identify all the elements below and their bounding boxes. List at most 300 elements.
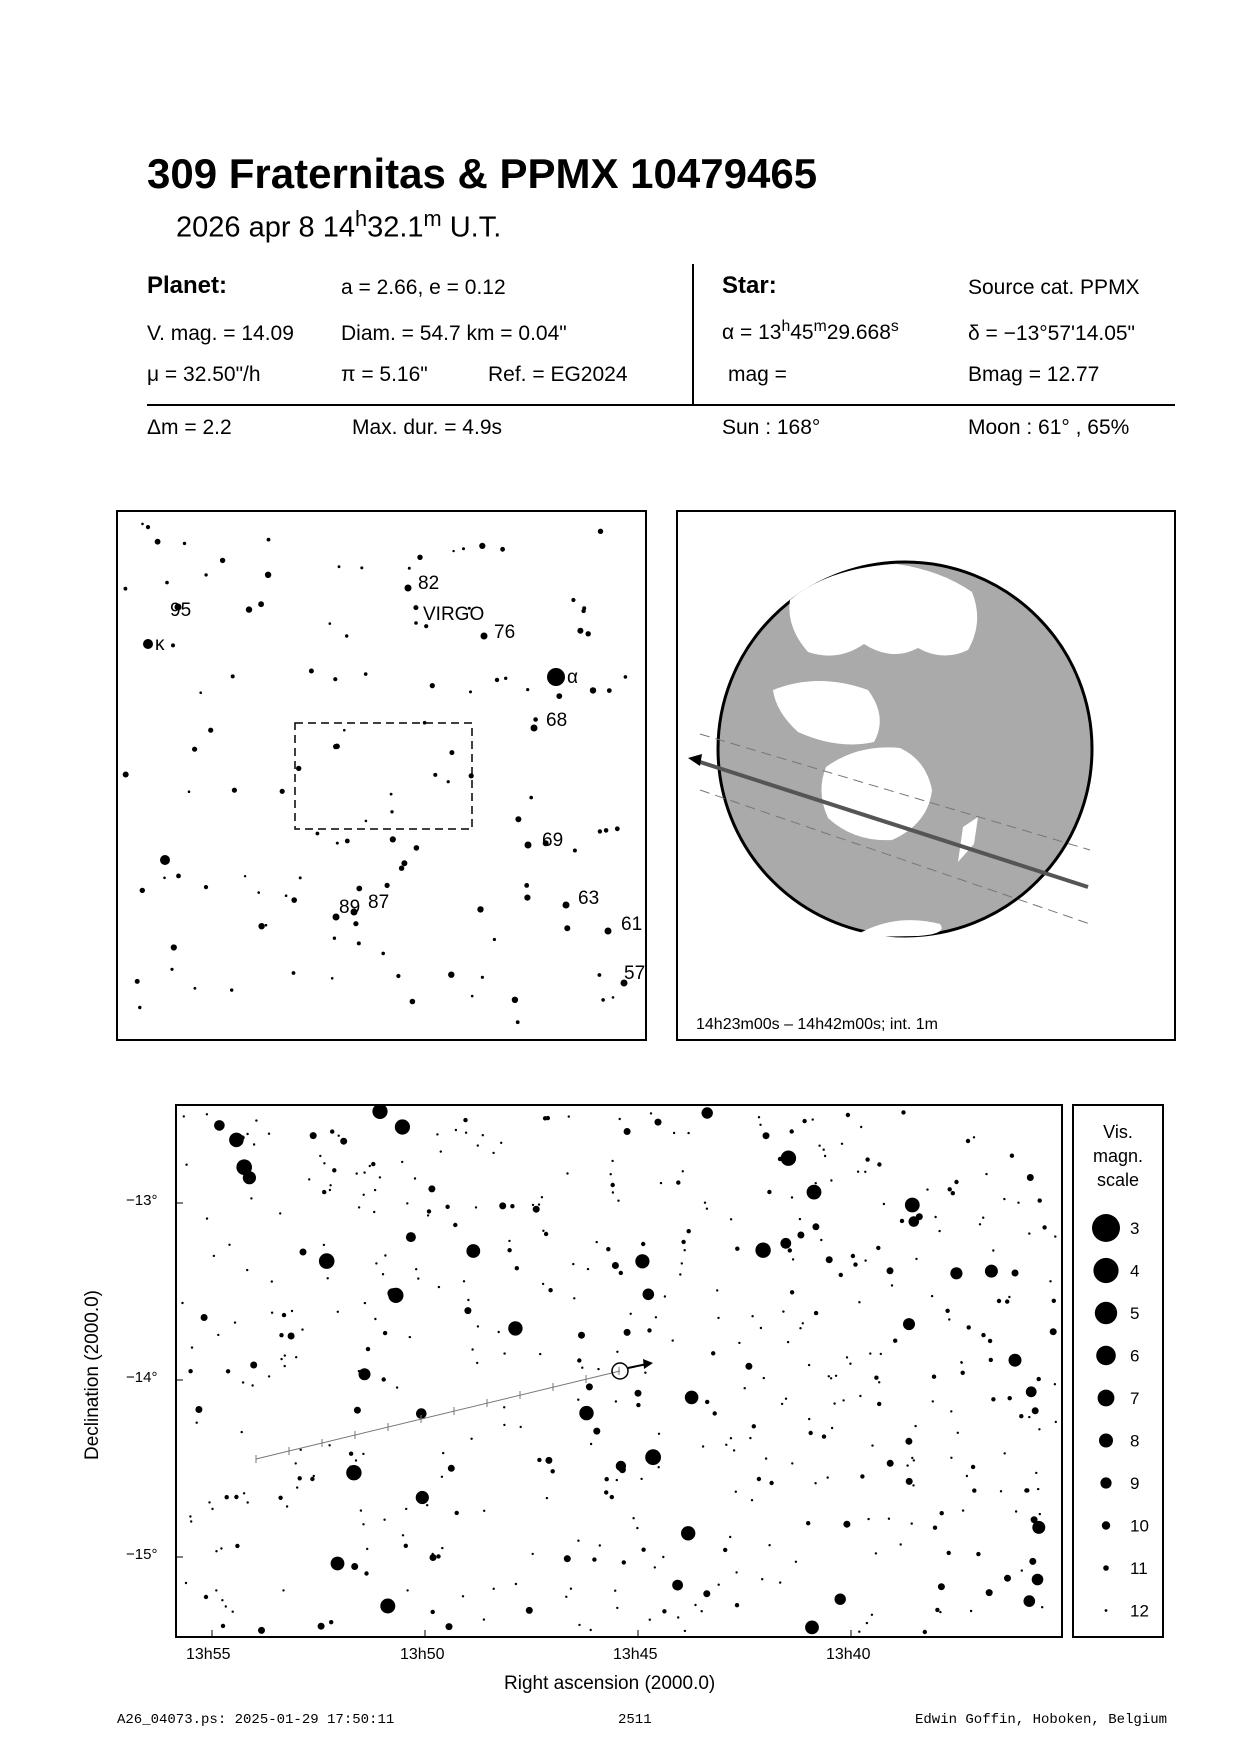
finder-star [605, 928, 612, 935]
scale-canvas [1074, 1106, 1162, 1636]
chart-star [931, 1295, 933, 1297]
finder-star [408, 567, 411, 570]
max-duration: Max. dur. = 4.9s [352, 416, 502, 439]
chart-star [455, 1511, 459, 1515]
sun-elongation: Sun : 168° [722, 416, 821, 439]
chart-star [1015, 1510, 1017, 1512]
chart-star [871, 1614, 873, 1616]
chart-star [544, 1232, 548, 1236]
finder-star [385, 883, 390, 888]
chart-star [778, 1157, 782, 1161]
scale-dot-7 [1098, 1390, 1115, 1407]
finder-star [333, 937, 336, 940]
chart-star [388, 1288, 403, 1303]
chart-star [346, 1465, 361, 1480]
chart-star [909, 1216, 920, 1227]
chart-star [310, 1132, 317, 1139]
chart-star [221, 1599, 223, 1601]
chart-star [366, 1347, 370, 1351]
chart-star [735, 1247, 739, 1251]
scale-label-8: 8 [1130, 1431, 1140, 1451]
finder-star [449, 750, 454, 755]
chart-star [839, 1273, 843, 1277]
finder-star [469, 773, 474, 778]
finder-star [331, 977, 334, 980]
chart-star [752, 1424, 756, 1428]
chart-star [215, 1550, 217, 1552]
chart-star [945, 1309, 949, 1313]
finder-star [586, 631, 591, 636]
chart-star [966, 1139, 970, 1143]
chart-star [428, 1185, 435, 1192]
chart-star [635, 1254, 649, 1268]
chart-star [888, 1518, 890, 1520]
chart-star [791, 1196, 793, 1198]
chart-star [973, 1136, 975, 1138]
finder-star [624, 675, 628, 679]
chart-star [465, 1132, 467, 1134]
finder-star [338, 565, 341, 568]
chart-star [296, 1486, 298, 1488]
chart-star [780, 1238, 791, 1249]
label-61: 61 [621, 914, 643, 935]
chart-star [759, 1124, 761, 1126]
finder-star [529, 796, 533, 800]
chart-star [713, 1411, 717, 1415]
chart-star [718, 1584, 720, 1586]
chart-star [225, 1495, 229, 1499]
chart-star [645, 1449, 661, 1465]
finder-star [333, 677, 337, 681]
chart-star [565, 1596, 567, 1598]
chart-star [1004, 1575, 1011, 1582]
chart-star [228, 1244, 230, 1246]
chart-star [492, 1152, 494, 1154]
chart-star [673, 1132, 675, 1134]
chart-star [915, 1258, 917, 1260]
chart-star [681, 1240, 685, 1244]
chart-star [431, 1610, 435, 1614]
finder-star [469, 690, 472, 693]
chart-star [781, 1403, 783, 1405]
chart-star [526, 1607, 533, 1614]
finder-star [525, 842, 532, 849]
chart-star [577, 1540, 579, 1542]
chart-star [181, 1302, 183, 1304]
finder-star [360, 566, 363, 569]
chart-star [455, 1129, 457, 1131]
chart-star [765, 1457, 767, 1459]
chart-star [1042, 1225, 1046, 1229]
chart-star [831, 1427, 833, 1429]
y-tick-label-14: −14° [126, 1369, 158, 1386]
chart-star [1012, 1270, 1019, 1277]
chart-star [616, 1351, 618, 1353]
chart-star [858, 1631, 860, 1633]
finder-star [257, 891, 260, 894]
chart-star [906, 1464, 908, 1466]
finder-star [612, 996, 615, 999]
chart-star [960, 1361, 962, 1363]
label-68: 68 [546, 710, 568, 731]
chart-star [992, 1249, 994, 1251]
moon-info: Moon : 61° , 65% [968, 416, 1130, 439]
chart-star [624, 1329, 631, 1336]
finder-chart [116, 510, 647, 1041]
chart-star [355, 1459, 357, 1461]
chart-star [372, 1106, 387, 1119]
chart-star [887, 1267, 894, 1274]
chart-star [807, 1185, 822, 1200]
chart-star [967, 1325, 971, 1329]
finder-star [334, 744, 340, 750]
finder-star [531, 725, 538, 732]
finder-star [299, 876, 302, 879]
finder-star [265, 924, 268, 927]
chart-star [616, 1607, 618, 1609]
chart-star [716, 1289, 718, 1291]
label-95: 95 [170, 600, 192, 621]
chart-star [382, 1377, 386, 1381]
chart-star [761, 1578, 763, 1580]
chart-star [331, 1557, 345, 1571]
chart-star [477, 1325, 479, 1327]
finder-star [601, 998, 605, 1002]
finder-star [598, 529, 603, 534]
finder-star [316, 832, 320, 836]
chart-star [878, 1381, 880, 1383]
chart-star [901, 1110, 905, 1114]
chart-star [833, 1402, 835, 1404]
finder-star [571, 598, 575, 602]
chart-star [313, 1475, 315, 1477]
chart-star [475, 1206, 477, 1208]
footer-file: A26_04073.ps: 2025-01-29 17:50:11 [117, 1712, 395, 1728]
finder-star [430, 683, 435, 688]
chart-star [520, 1426, 522, 1428]
chart-star [939, 1611, 941, 1613]
label-87: 87 [368, 892, 390, 913]
chart-star [635, 1390, 642, 1397]
chart-star [405, 1508, 407, 1510]
chart-star [427, 1209, 431, 1213]
chart-star [366, 1548, 368, 1550]
chart-star [859, 1395, 861, 1397]
scale-dot-10 [1102, 1521, 1110, 1529]
chart-star [887, 1460, 894, 1467]
chart-star [875, 1552, 877, 1554]
chart-star [619, 1118, 621, 1120]
chart-star [402, 1534, 404, 1536]
detail-chart [175, 1104, 1063, 1638]
finder-star [204, 885, 208, 889]
chart-star [988, 1339, 992, 1343]
chart-star [362, 1453, 364, 1455]
finder-star [433, 773, 437, 777]
chart-star [211, 1508, 213, 1510]
chart-star [508, 1240, 510, 1242]
chart-star [329, 1189, 331, 1191]
chart-star [640, 1478, 642, 1480]
chart-star [934, 1216, 936, 1218]
chart-star [300, 1449, 302, 1451]
chart-star [374, 1189, 376, 1191]
finder-star [146, 525, 150, 529]
chart-star [247, 1501, 249, 1503]
finder-star [504, 677, 507, 680]
y-axis-label: Declination (2000.0) [82, 1289, 103, 1461]
chart-star [1029, 1558, 1036, 1565]
chart-star [498, 1331, 500, 1333]
chart-star [805, 1621, 819, 1635]
chart-star [616, 1479, 618, 1481]
chart-star [1039, 1513, 1041, 1515]
chart-star [358, 1206, 360, 1208]
chart-star [241, 1431, 243, 1433]
zoom-box [295, 723, 472, 829]
chart-star [1032, 1407, 1039, 1414]
chart-star [338, 1135, 340, 1137]
motion-arrowhead [643, 1359, 653, 1369]
finder-star [246, 606, 252, 612]
scale-dot-4 [1093, 1258, 1118, 1283]
chart-star [1037, 1488, 1039, 1490]
chart-star [619, 1271, 623, 1275]
chart-star [612, 1262, 619, 1269]
chart-star [310, 1477, 314, 1481]
chart-star [191, 1346, 193, 1348]
chart-star [730, 1218, 732, 1220]
chart-star [797, 1232, 804, 1239]
chart-star [183, 1115, 185, 1117]
chart-star [932, 1375, 936, 1379]
chart-star [243, 1492, 245, 1494]
chart-star [332, 1168, 336, 1172]
chart-star [935, 1608, 939, 1612]
chart-star [319, 1253, 335, 1269]
star-mag: mag = [728, 363, 787, 386]
chart-star [966, 1475, 968, 1477]
chart-star [229, 1133, 244, 1148]
chart-star [322, 1190, 326, 1194]
chart-star [802, 1119, 806, 1123]
planet-orbit: a = 2.66, e = 0.12 [341, 276, 506, 299]
chart-star [258, 1627, 265, 1634]
chart-star [809, 1431, 813, 1435]
chart-star [483, 1618, 485, 1620]
chart-star [948, 1318, 950, 1320]
chart-star [566, 1172, 568, 1174]
scale-dot-12 [1105, 1609, 1108, 1612]
chart-star [359, 1368, 371, 1380]
y-tick-label-15: −15° [126, 1546, 158, 1563]
chart-star [1055, 1421, 1057, 1423]
chart-star [823, 1149, 825, 1151]
finder-star [516, 1020, 520, 1024]
chart-star [253, 1143, 255, 1145]
chart-star [279, 1212, 281, 1214]
chart-star [900, 1543, 902, 1545]
chart-star [866, 1622, 868, 1624]
chart-star [250, 1362, 257, 1369]
chart-star [300, 1249, 307, 1256]
chart-star [362, 1523, 364, 1525]
chart-star [812, 1223, 819, 1230]
chart-star [441, 1476, 443, 1478]
finder-star [512, 997, 518, 1003]
chart-star [655, 1316, 657, 1318]
chart-star [279, 1333, 283, 1337]
chart-star [1008, 1396, 1012, 1400]
finder-star [183, 542, 186, 545]
chart-star [905, 1438, 912, 1445]
finder-star [405, 585, 412, 592]
chart-star [933, 1526, 937, 1530]
chart-star [790, 1129, 794, 1133]
chart-star [923, 1630, 927, 1634]
chart-star [730, 1437, 732, 1439]
chart-star [426, 1504, 428, 1506]
chart-star [725, 1444, 727, 1446]
chart-star [723, 1548, 727, 1552]
chart-star [577, 1358, 581, 1362]
chart-star [427, 1214, 429, 1216]
x-tick-label-1355: 13h55 [186, 1646, 231, 1663]
chart-star [246, 1133, 248, 1135]
chart-star [877, 1162, 881, 1166]
finder-star [447, 780, 450, 783]
globe-panel [676, 510, 1176, 1041]
finder-star [285, 894, 288, 897]
chart-star [208, 1501, 210, 1503]
planet-reference: Ref. = EG2024 [488, 363, 628, 386]
chart-star [745, 1363, 752, 1370]
finder-star [598, 973, 602, 977]
finder-star [396, 974, 400, 978]
chart-star [970, 1610, 972, 1612]
chart-star [438, 1286, 440, 1288]
finder-star [258, 923, 264, 929]
finder-canvas [118, 512, 645, 1039]
chart-star [463, 1280, 465, 1282]
scale-label-4: 4 [1130, 1261, 1140, 1281]
chart-star [655, 1119, 662, 1126]
finder-stars [123, 523, 628, 1025]
planet-header: Planet: [147, 272, 228, 299]
chart-star [606, 1247, 610, 1251]
star-bmag: Bmag = 12.77 [968, 363, 1100, 386]
chart-star [195, 1406, 202, 1413]
chart-star [532, 1553, 534, 1555]
chart-star [323, 1244, 325, 1246]
chart-star [578, 1332, 585, 1339]
chart-star [614, 1590, 616, 1592]
star-dec: δ = −13°57'14.05" [968, 322, 1136, 345]
chart-star [779, 1581, 781, 1583]
chart-star [286, 1505, 288, 1507]
chart-star [767, 1190, 771, 1194]
chart-star [217, 1334, 219, 1336]
chart-star [545, 1457, 552, 1464]
chart-star [1031, 1516, 1038, 1523]
chart-star [788, 1248, 792, 1252]
chart-star [979, 1223, 981, 1225]
chart-star [950, 1267, 962, 1279]
chart-star [462, 1595, 464, 1597]
finder-star [232, 788, 237, 793]
chart-star [662, 1556, 664, 1558]
chart-star [329, 1620, 333, 1624]
chart-star [220, 1547, 222, 1549]
chart-star [751, 1315, 753, 1317]
chart-star [464, 1307, 471, 1314]
chart-star [515, 1266, 519, 1270]
chart-star [508, 1321, 522, 1335]
chart-star [581, 1367, 583, 1369]
chart-star [871, 1444, 873, 1446]
scale-label-6: 6 [1130, 1346, 1140, 1366]
chart-star [586, 1383, 593, 1390]
chart-star [702, 1445, 704, 1447]
chart-star [612, 1191, 614, 1193]
finder-star [604, 828, 609, 833]
chart-star [466, 1244, 480, 1258]
chart-star [869, 1352, 871, 1354]
chart-star [865, 1157, 869, 1161]
chart-star [570, 1588, 572, 1590]
chart-star [703, 1590, 710, 1597]
chart-star [354, 1407, 361, 1414]
chart-star [445, 1205, 449, 1209]
chart-star [687, 1229, 691, 1233]
chart-star [781, 1151, 796, 1166]
chart-star [826, 1256, 833, 1263]
finder-star [309, 669, 314, 674]
chart-star [301, 1328, 303, 1330]
chart-star [630, 1313, 632, 1315]
chart-star [1000, 1490, 1002, 1492]
chart-star [835, 1594, 846, 1605]
chart-star [1004, 1452, 1006, 1454]
chart-star [880, 1353, 882, 1355]
scale-title: Vis. magn. scale [1092, 1122, 1144, 1190]
chart-star [500, 1142, 502, 1144]
finder-star [199, 691, 202, 694]
chart-star [658, 1433, 660, 1435]
finder-star [399, 866, 404, 871]
chart-star [830, 1377, 832, 1379]
chart-star [950, 1457, 952, 1459]
finder-star [515, 816, 521, 822]
finder-star [171, 643, 175, 647]
chart-star [947, 1551, 951, 1555]
scale-dot-9 [1100, 1477, 1111, 1488]
chart-star [704, 1202, 706, 1204]
chart-star [1050, 1328, 1057, 1335]
path-direction-arrow [688, 754, 702, 766]
label-82: 82 [418, 573, 440, 594]
finder-star [481, 976, 484, 979]
chart-star [702, 1107, 713, 1118]
finder-star [343, 729, 346, 732]
finder-star [477, 906, 483, 912]
chart-star [1003, 1198, 1005, 1200]
chart-star [799, 1327, 801, 1329]
label-kappa: κ [155, 634, 165, 655]
finder-star [556, 693, 562, 699]
chart-star [284, 1365, 286, 1367]
finder-star [577, 628, 583, 634]
